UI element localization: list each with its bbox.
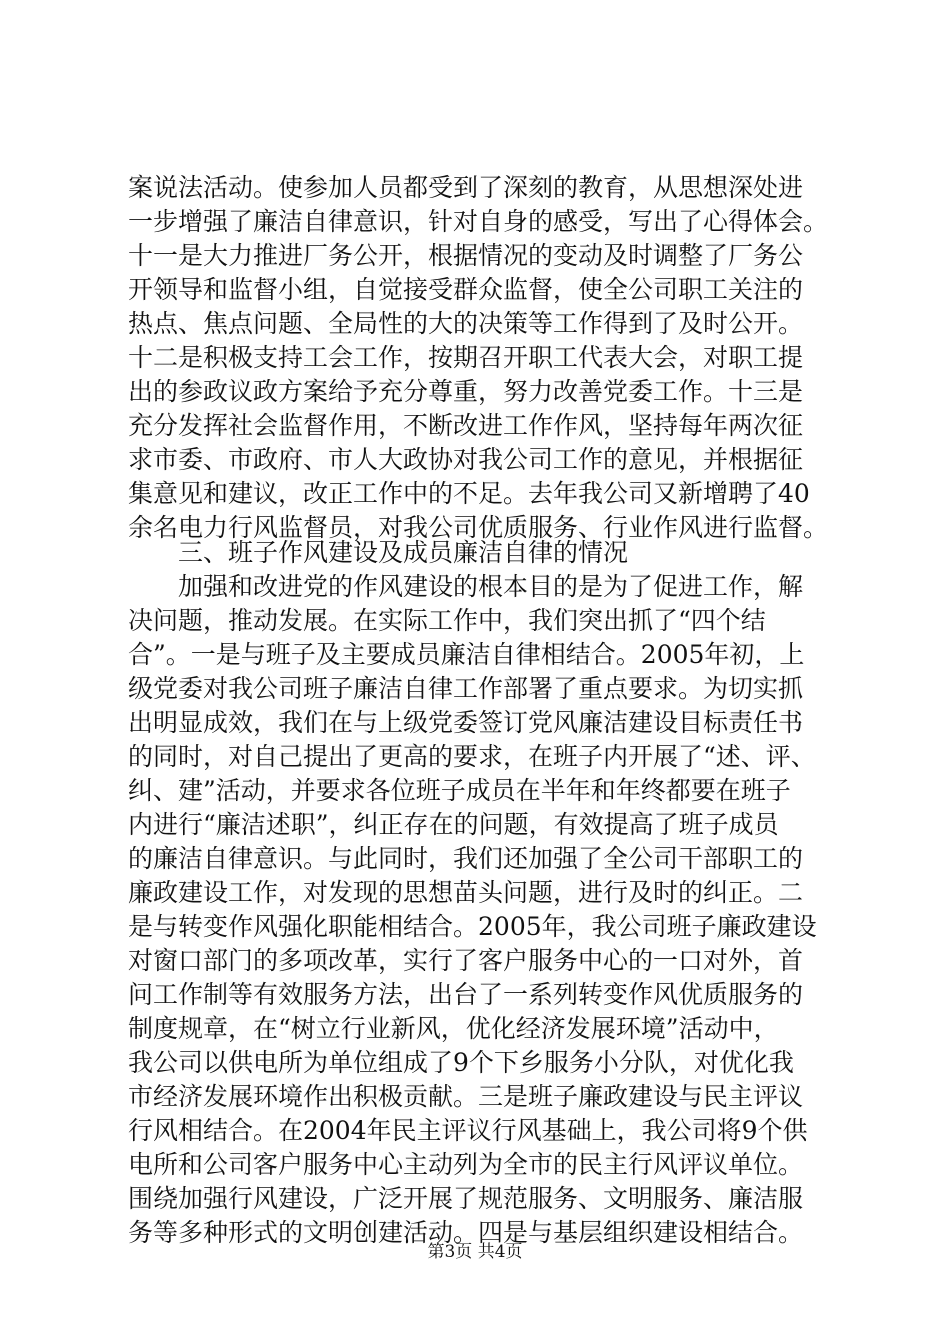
paragraph-line: 开领导和监督小组，自觉接受群众监督，使全公司职工关注的	[128, 275, 804, 304]
section-paragraph-line: 级党委对我公司班子廉洁自律工作部署了重点要求。为切实抓	[128, 674, 804, 703]
section-paragraph-line: 的同时，对自己提出了更高的要求，在班子内开展了“述、评、	[128, 742, 816, 771]
section-paragraph-line: 加强和改进党的作风建设的根本目的是为了促进工作，解	[128, 572, 804, 601]
section-paragraph-line: 市经济发展环境作出积极贡献。三是班子廉政建设与民主评议	[128, 1082, 804, 1111]
section-paragraph-line: 出明显成效，我们在与上级党委签订党风廉洁建设目标责任书	[128, 708, 804, 737]
paragraph-line: 一步增强了廉洁自律意识，针对自身的感受，写出了心得体会。	[128, 207, 829, 236]
section-paragraph-line: 行风相结合。在2004年民主评议行风基础上，我公司将9个供	[128, 1116, 808, 1145]
section-paragraph-line: 的廉洁自律意识。与此同时，我们还加强了全公司干部职工的	[128, 844, 804, 873]
paragraph-line: 求市委、市政府、市人大政协对我公司工作的意见，并根据征	[128, 445, 804, 474]
body-text-continued	[128, 171, 848, 545]
paragraph-line: 出的参政议政方案给予充分尊重，努力改善党委工作。十三是	[128, 377, 804, 406]
paragraph-line: 十二是积极支持工会工作，按期召开职工代表大会，对职工提	[128, 343, 804, 372]
section-paragraph-line: 电所和公司客户服务中心主动列为全市的民主行风评议单位。	[128, 1150, 804, 1179]
section-paragraph-line: 纠、建”活动，并要求各位班子成员在半年和年终都要在班子	[128, 776, 791, 805]
paragraph-line: 余名电力行风监督员，对我公司优质服务、行业作风进行监督。	[128, 513, 829, 542]
section-paragraph-line: 决问题，推动发展。在实际工作中，我们突出抓了“四个结	[128, 606, 766, 635]
section-three-text	[128, 536, 848, 1250]
section-paragraph-line: 内进行“廉洁述职”，纠正存在的问题，有效提高了班子成员	[128, 810, 779, 839]
section-paragraph-line: 是与转变作风强化职能相结合。2005年，我公司班子廉政建设	[128, 912, 817, 941]
page-footer: 第3页 共4页	[427, 1242, 523, 1262]
section-paragraph-line: 三、班子作风建设及成员廉洁自律的情况	[128, 538, 629, 567]
section-paragraph-line: 制度规章，在“树立行业新风，优化经济发展环境”活动中，	[128, 1014, 779, 1043]
paragraph-line: 十一是大力推进厂务公开，根据情况的变动及时调整了厂务公	[128, 241, 804, 270]
section-paragraph-line: 对窗口部门的多项改革，实行了客户服务中心的一口对外，首	[128, 946, 804, 975]
paragraph-line: 热点、焦点问题、全局性的大的决策等工作得到了及时公开。	[128, 309, 804, 338]
paragraph-line: 充分发挥社会监督作用，不断改进工作作风，坚持每年两次征	[128, 411, 804, 440]
section-paragraph-line: 问工作制等有效服务方法，出台了一系列转变作风优质服务的	[128, 980, 804, 1009]
paragraph-line: 集意见和建议，改正工作中的不足。去年我公司又新增聘了40	[128, 479, 810, 508]
section-paragraph-line: 廉政建设工作，对发现的思想苗头问题，进行及时的纠正。二	[128, 878, 804, 907]
section-paragraph-line: 务等多种形式的文明创建活动。四是与基层组织建设相结合。	[128, 1218, 804, 1247]
section-paragraph-line: 围绕加强行风建设，广泛开展了规范服务、文明服务、廉洁服	[128, 1184, 804, 1213]
section-paragraph-line: 我公司以供电所为单位组成了9个下乡服务小分队，对优化我	[128, 1048, 794, 1077]
section-paragraph-line: 合”。一是与班子及主要成员廉洁自律相结合。2005年初，上	[128, 640, 805, 669]
paragraph-line: 案说法活动。使参加人员都受到了深刻的教育，从思想深处进	[128, 173, 804, 202]
